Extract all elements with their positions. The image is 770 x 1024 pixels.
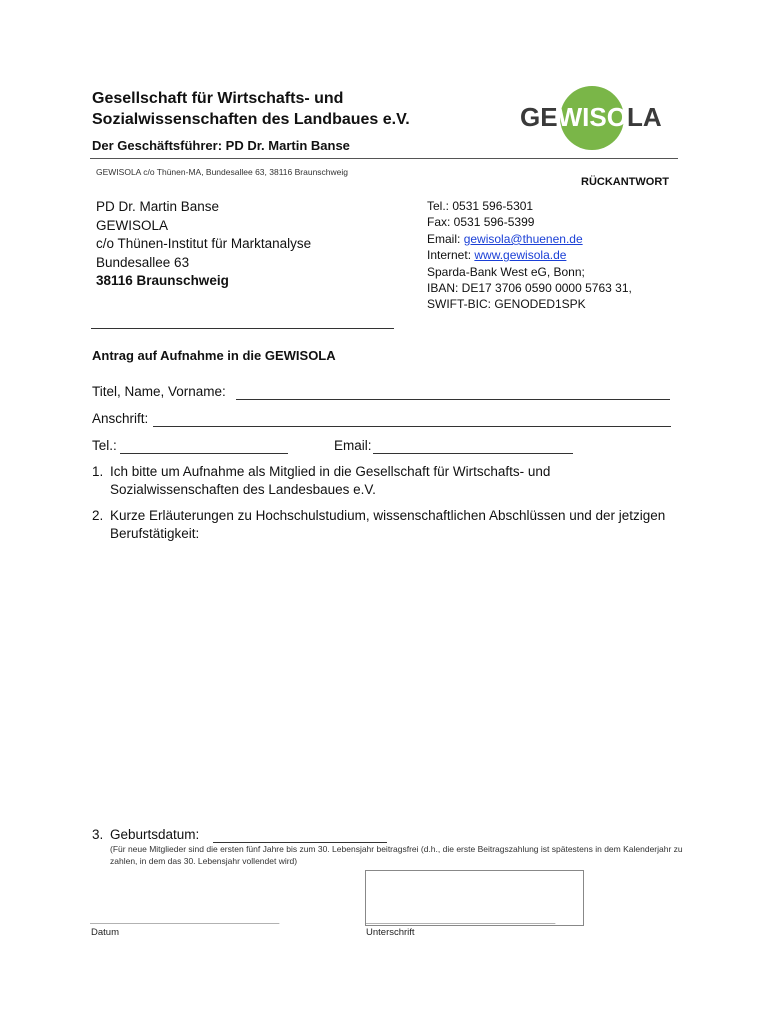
form-title: Antrag auf Aufnahme in die GEWISOLA [92, 348, 336, 363]
date-line[interactable]: _______________________________________________ [90, 914, 279, 924]
recipient-line: GEWISOLA [96, 217, 169, 233]
tel-field[interactable] [120, 453, 288, 454]
name-field[interactable] [236, 399, 670, 400]
contact-email: Email: gewisola@thuenen.de [427, 231, 583, 246]
list-item-membership: 1. Ich bitte um Aufnahme als Mitglied in die Gesellschaft für Wirtschafts- und Sozialwissenschaften des Landesbaues e.V. [92, 464, 551, 497]
organization-title: Gesellschaft für Wirtschafts- und Sozialwissenschaften des Landbaues e.V. [92, 90, 410, 128]
logo-letter: G [520, 102, 541, 132]
contact-swift: SWIFT-BIC: GENODED1SPK [427, 297, 586, 312]
gewisola-logo [518, 86, 662, 150]
email-field[interactable] [373, 453, 573, 454]
contact-tel: Tel.: 0531 596-5301 [427, 199, 534, 213]
email-label: Email: [334, 438, 372, 453]
address-field[interactable] [153, 426, 671, 427]
recipient-line: Bundesallee 63 [96, 254, 190, 270]
logo-letter: A [642, 102, 662, 132]
contact-info [427, 198, 632, 313]
logo-wordmark [520, 102, 662, 133]
birthdate-field[interactable] [213, 842, 387, 843]
address-divider [91, 328, 394, 329]
recipient-city: 38116 Braunschweig [96, 273, 229, 288]
logo-letter: L [626, 102, 643, 132]
logo-letter: S [589, 102, 607, 132]
logo-letter: E [540, 102, 558, 132]
website-link[interactable]: www.gewisola.de [474, 248, 567, 263]
contact-iban: IBAN: DE17 3706 0590 0000 5763 31, [427, 281, 632, 296]
recipient-address [96, 198, 311, 291]
director-line: Der Geschäftsführer: PD Dr. Martin Banse [92, 138, 350, 153]
logo-letter: O [606, 102, 627, 132]
contact-fax: Fax: 0531 596-5399 [427, 215, 535, 230]
header-divider [90, 158, 678, 159]
return-address: GEWISOLA c/o Thünen-MA, Bundesallee 63, 38116 Braunschweig [96, 167, 348, 177]
email-link[interactable]: gewisola@thuenen.de [463, 231, 583, 246]
list-item-education: 2. Kurze Erläuterungen zu Hochschulstudium, wissenschaftlichen Abschlüssen und der jetzigen Berufstätigkeit: [92, 508, 666, 541]
date-label: Datum [91, 927, 119, 938]
logo-letter: I [582, 102, 590, 132]
reply-label: RÜCKANTWORT [581, 176, 669, 188]
list-item-birthdate: 3. Geburtsdatum: [92, 827, 200, 842]
address-label: Anschrift: [92, 411, 149, 426]
age-note: (Für neue Mitglieder sind die ersten fünf Jahre bis zum 30. Lebensjahr beitragsfrei (d.h., die erste Beitragszahlung ist spätestens in dem Kalenderjahr zu zahlen, in dem das 30. Lebensjahr vollendet wird) [110, 844, 683, 866]
name-label: Titel, Name, Vorname: [92, 384, 226, 399]
contact-bank: Sparda-Bank West eG, Bonn; [427, 264, 585, 279]
signature-line[interactable]: _______________________________________________ [366, 914, 555, 924]
recipient-line: PD Dr. Martin Banse [96, 199, 220, 214]
signature-label: Unterschrift [366, 927, 415, 938]
tel-label: Tel.: [92, 438, 117, 453]
recipient-line: c/o Thünen-Institut für Marktanalyse [96, 236, 312, 251]
contact-internet: Internet: www.gewisola.de [427, 248, 567, 263]
logo-letter: W [557, 102, 583, 132]
